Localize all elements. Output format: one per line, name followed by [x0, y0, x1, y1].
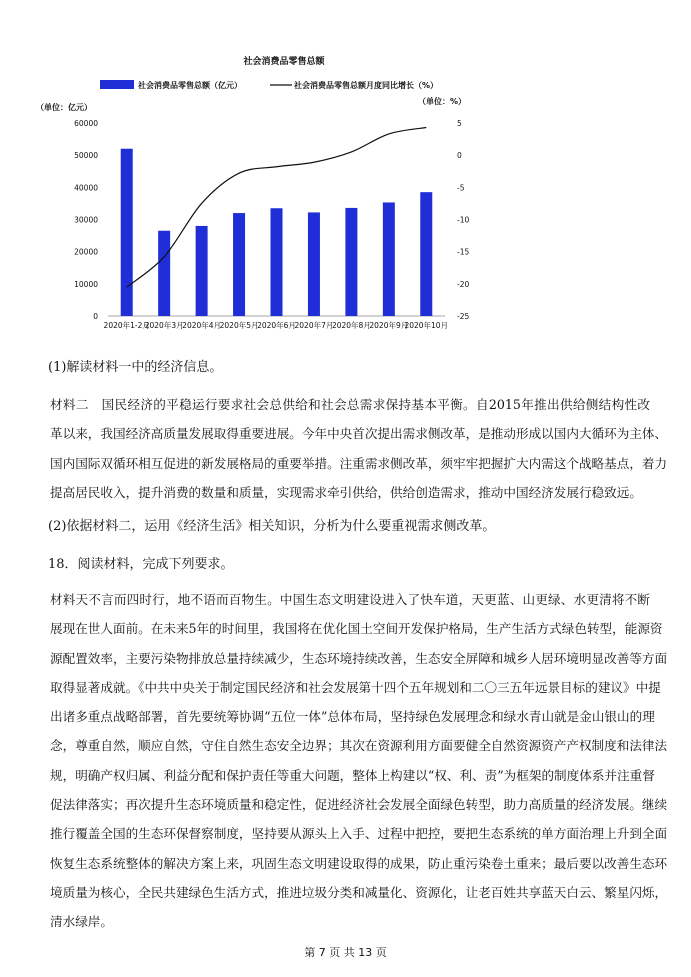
- material-three: [50, 585, 668, 937]
- material-two-line: 提高居民收入，提升消费的数量和质量，实现需求牵引供给，供给创造需求，推动中国经济发展行稳致远。: [50, 484, 642, 500]
- sales-bar: [158, 231, 170, 316]
- right-axis-tick-label: -10: [457, 215, 470, 225]
- material-three-line: 恢复生态系统整体的解决方案上来，巩固生态文明建设取得的成果，防止重污染卷土重来；最后要以改善生态环: [50, 855, 668, 871]
- question-1: (1)解读材料一中的经济信息。: [48, 360, 223, 375]
- category-tick-label: 2020年1-2月: [103, 321, 150, 330]
- material-three-line: 源配置效率，主要污染物排放总量持续减少，生态环境持续改善，生态安全屏障和城乡人居环境明显改善等方面: [50, 650, 668, 666]
- material-two-line: 革以来，我国经济高质量发展取得重要进展。今年中央首次提出需求侧改革，是推动形成以国内大循环为主体、: [50, 426, 668, 442]
- material-three-line: 促法律落实；再次提升生态环境质量和稳定性，促进经济社会发展全面绿色转型，助力高质量的经济发展。继续: [50, 797, 668, 813]
- left-axis-tick-label: 0: [93, 312, 98, 321]
- legend-line-label: 社会消费品零售总额月度同比增长（%）: [294, 81, 439, 90]
- sales-bar: [308, 212, 320, 316]
- category-tick-label: 2020年5月: [219, 321, 259, 330]
- right-axis-tick-label: 5: [457, 119, 462, 128]
- legend-bar-label: 社会消费品零售总额（亿元）: [138, 81, 242, 90]
- left-axis-unit: （单位：亿元）: [36, 103, 92, 112]
- sales-bar: [121, 149, 133, 316]
- right-axis-tick-label: -15: [457, 247, 470, 257]
- question-18-heading: 18．阅读材料，完成下列要求。: [48, 557, 234, 572]
- sales-bar: [196, 226, 208, 316]
- material-two: [50, 390, 668, 507]
- category-tick-label: 2020年8月: [331, 321, 371, 330]
- sales-bar: [345, 208, 357, 316]
- question-2: (2)依据材料二，运用《经济生活》相关知识，分析为什么要重视需求侧改革。: [48, 519, 496, 534]
- category-tick-label: 2020年7月: [294, 321, 334, 330]
- left-axis-tick-label: 30000: [74, 215, 98, 225]
- material-two-line: 材料二 国民经济的平稳运行要求社会总供给和社会总需求保持基本平衡。自2015年推出供给侧结构性改: [50, 397, 650, 412]
- left-axis-tick-label: 50000: [74, 151, 98, 161]
- sales-bar: [383, 202, 395, 316]
- material-three-line: 念，尊重自然，顺应自然，守住自然生态安全边界；其次在资源利用方面要健全自然资源资产产权制度和法律法: [50, 738, 668, 754]
- category-tick-label: 2020年10月: [404, 321, 449, 330]
- material-three-line: 境质量为核心，全民共建绿色生活方式，推进垃圾分类和减量化、资源化，让老百姓共享蓝天白云、繁星闪烁，: [50, 884, 668, 900]
- material-three-line: 取得显著成就。《中共中央关于制定国民经济和社会发展第十四个五年规划和二〇三五年远景目标的建议》中提: [50, 679, 661, 695]
- category-tick-label: 2020年6月: [257, 321, 296, 330]
- sales-bar: [271, 208, 283, 316]
- right-axis-tick-label: -20: [457, 279, 470, 289]
- page-footer: 第 7 页 共 13 页: [304, 946, 387, 959]
- right-axis-tick-label: 0: [457, 151, 462, 161]
- material-three-line: 材料天不言而四时行，地不语而百物生。中国生态文明建设进入了快车道，天更蓝、山更绿、水更清将不断: [50, 592, 650, 607]
- right-axis-tick-label: -25: [457, 312, 470, 321]
- material-three-line: 推行覆盖全国的生态环保督察制度，坚持要从源头上入手、过程中把控，要把生态系统的单方面治理上升到全面: [50, 826, 668, 842]
- category-tick-label: 2020年9月: [369, 321, 409, 330]
- chart-title: 社会消费品零售总额: [243, 57, 325, 67]
- right-axis-unit: （单位：%）: [418, 97, 467, 106]
- material-three-line: 展现在世人面前。在未来5年的时间里，我国将在优化国土空间开发保护格局，生产生活方式绿色转型，能源资: [50, 621, 663, 637]
- left-axis-tick-label: 40000: [74, 183, 98, 193]
- sales-bar: [420, 192, 432, 316]
- category-tick-label: 2020年3月: [144, 321, 184, 330]
- material-three-line: 清水绿岸。: [50, 914, 113, 930]
- material-two-line: 国内国际双循环相互促进的新发展格局的重要举措。注重需求侧改革，须牢牢把握扩大内需这个战略基点，着力: [50, 455, 668, 471]
- category-tick-label: 2020年4月: [182, 321, 222, 330]
- retail-sales-chart: [30, 46, 480, 336]
- left-axis-tick-label: 10000: [74, 279, 98, 289]
- sales-bar: [233, 213, 245, 316]
- material-three-line: 出诸多重点战略部署，首先要统筹协调“五位一体”总体布局，坚持绿色发展理念和绿水青山就是金山银山的理: [50, 709, 655, 725]
- legend-bar-swatch: [100, 80, 134, 89]
- right-axis-tick-label: -5: [457, 183, 465, 193]
- material-three-line: 规，明确产权归属、利益分配和保护责任等重大问题，整体上构建以“权、利、责”为框架的制度体系并注重督: [50, 767, 655, 783]
- left-axis-tick-label: 60000: [74, 119, 98, 128]
- left-axis-tick-label: 20000: [74, 247, 98, 257]
